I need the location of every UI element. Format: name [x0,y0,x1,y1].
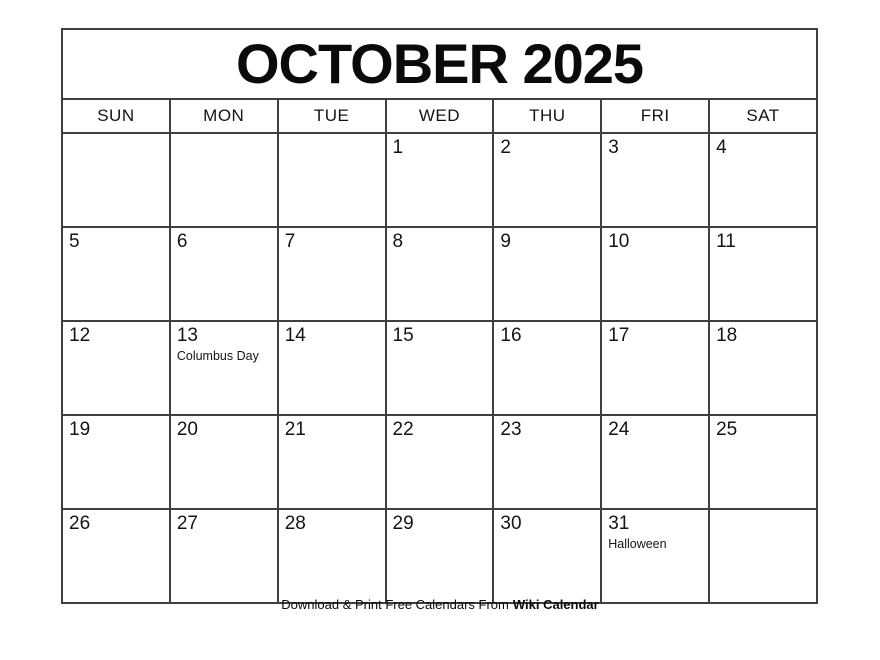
day-number: 15 [392,325,414,346]
footer [0,597,880,612]
day-number: 4 [716,137,727,158]
calendar-cell [601,133,709,227]
calendar-cell [170,227,278,321]
week-row [62,227,817,321]
day-number: 10 [608,231,630,252]
calendar-cell [386,227,494,321]
calendar-cell [62,227,170,321]
day-number: 18 [716,325,738,346]
week-row [62,509,817,603]
day-number: 3 [608,137,619,158]
day-number: 6 [176,231,188,252]
day-number: 12 [69,325,91,346]
day-number: 20 [176,419,198,440]
title-cell [62,29,817,99]
calendar-cell [170,133,278,227]
day-number: 2 [500,137,511,158]
day-number: 30 [500,513,522,534]
calendar-cell [709,415,817,509]
calendar-cell [493,415,601,509]
week-row [62,133,817,227]
day-number: 23 [500,419,522,440]
day-number: 13 [176,325,198,346]
calendar-cell [709,509,817,603]
calendar-table [61,28,818,604]
calendar-cell [709,321,817,415]
calendar-cell [62,415,170,509]
calendar-cell [278,321,386,415]
day-number: 24 [608,419,630,440]
footer-text: Download & Print Free Calendars From [281,597,509,612]
day-number: 22 [392,419,414,440]
holiday-label: Columbus Day [176,349,259,363]
calendar-cell [709,133,817,227]
day-number: 17 [608,325,630,346]
day-number: 21 [284,419,306,440]
calendar-cell [601,415,709,509]
day-number: 8 [392,231,404,252]
weekday-sat: SAT [709,99,817,133]
day-number: 11 [716,231,736,252]
weekday-tue: TUE [278,99,386,133]
day-number: 29 [392,513,414,534]
calendar-cell [493,321,601,415]
calendar-cell [170,509,278,603]
calendar-cell [493,227,601,321]
weekday-wed: WED [386,99,494,133]
calendar-cell [278,227,386,321]
day-number: 19 [69,419,91,440]
day-number: 26 [69,513,91,534]
calendar-cell [62,321,170,415]
calendar-cell [493,509,601,603]
calendar-cell [601,227,709,321]
week-row [62,415,817,509]
calendar-cell [709,227,817,321]
weekday-mon: MON [170,99,278,133]
calendar-cell [601,321,709,415]
calendar-cell [386,133,494,227]
calendar-cell-halloween [601,509,709,603]
day-number: 28 [284,513,306,534]
day-number: 31 [608,513,630,534]
calendar-cell [278,415,386,509]
calendar-cell [278,133,386,227]
day-number: 16 [500,325,522,346]
day-number: 1 [392,137,404,158]
calendar-cell [386,509,494,603]
calendar-cell [493,133,601,227]
day-number: 25 [716,419,738,440]
calendar-cell [62,509,170,603]
calendar-cell [386,321,494,415]
weekday-fri: FRI [601,99,709,133]
day-number: 7 [284,231,296,252]
calendar-cell-columbus-day [170,321,278,415]
holiday-label: Halloween [608,537,667,551]
calendar-cell [62,133,170,227]
title-row [62,29,817,99]
calendar-cell [386,415,494,509]
day-number: 5 [69,231,80,252]
weekday-thu: THU [493,99,601,133]
day-number: 27 [176,513,198,534]
week-row [62,321,817,415]
calendar-title: OCTOBER 2025 [235,32,644,95]
wiki-calendar-link[interactable]: Wiki Calendar [512,597,599,612]
weekday-sun: SUN [62,99,170,133]
calendar-cell [278,509,386,603]
weekday-header-row [62,99,817,133]
day-number: 14 [284,325,306,346]
calendar-cell [170,415,278,509]
day-number: 9 [500,231,511,252]
